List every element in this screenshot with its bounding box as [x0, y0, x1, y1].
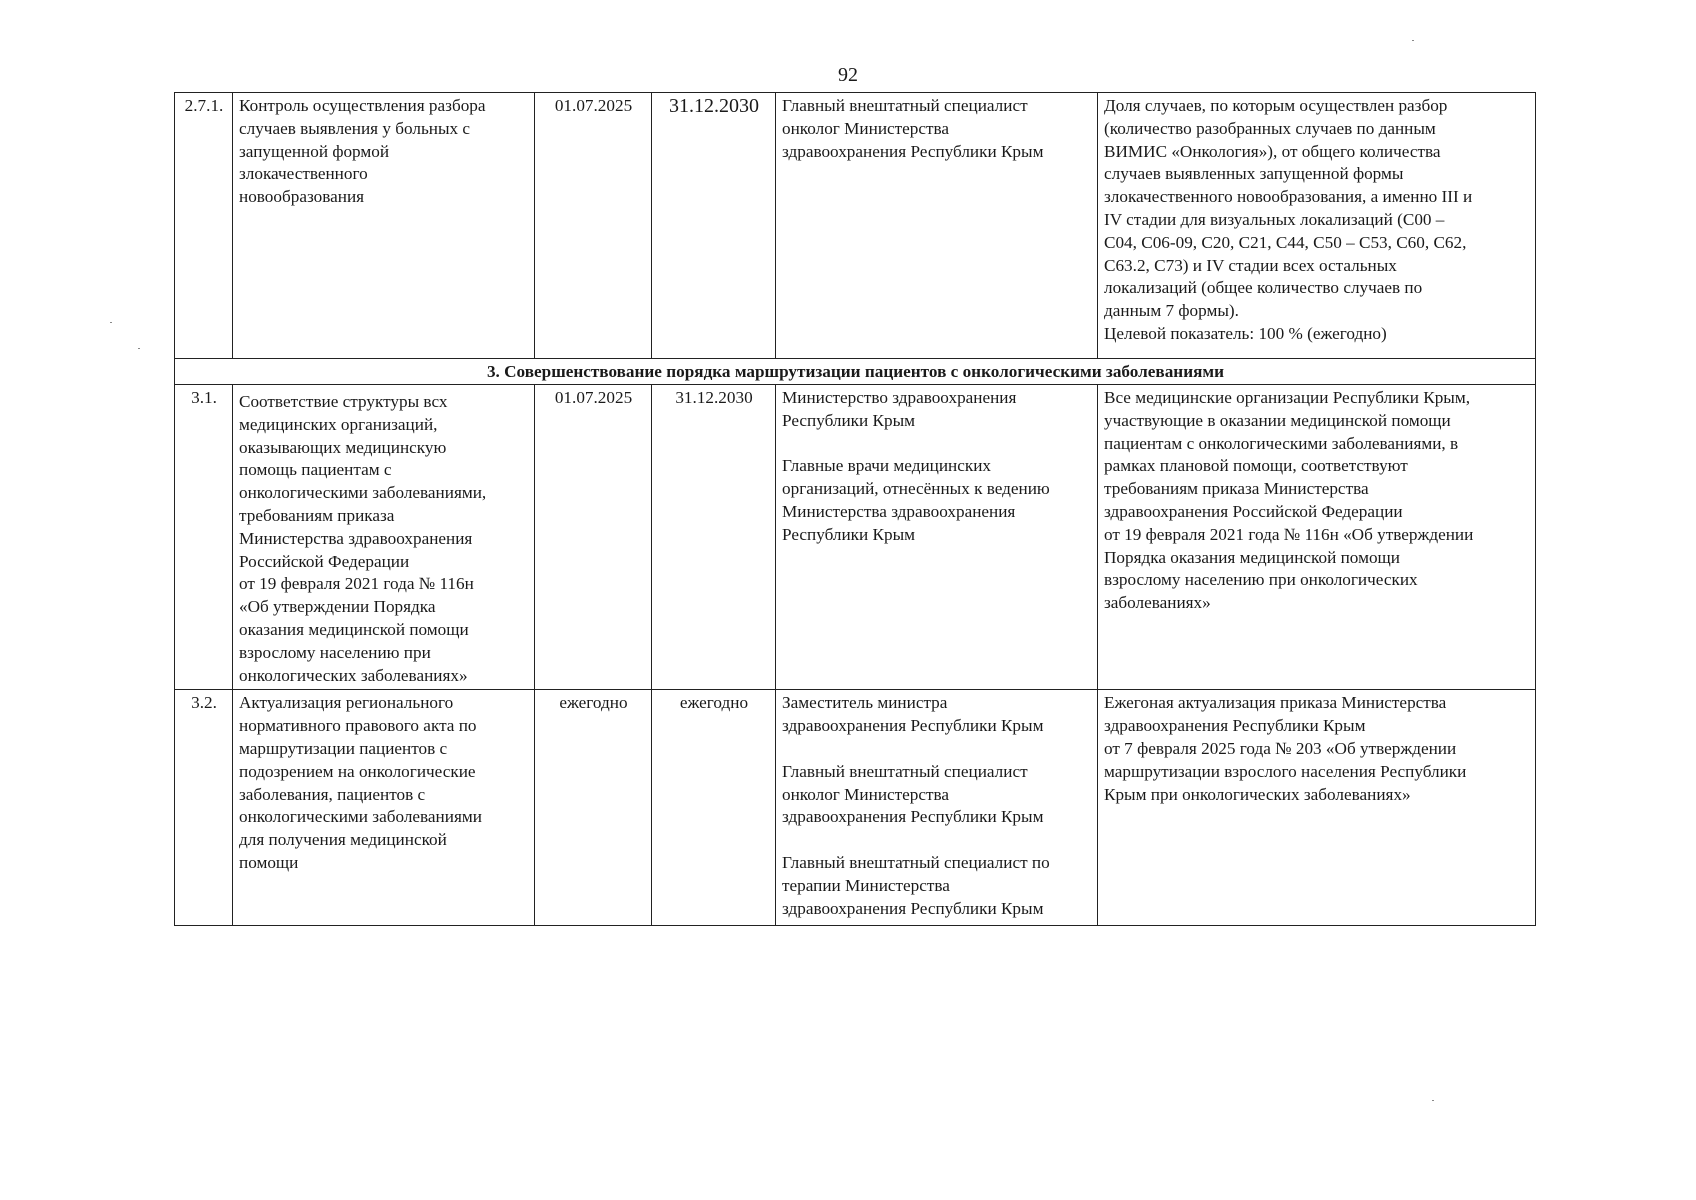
expected-result: Доля случаев, по которым осуществлен разбор (количество разобранных случаев по данным ВИМИС «Онкология»), от общего количества случаев выявленных запущенной формы злокачественного новообразования, а именно III и IV стадии для визуальных локализаций (С00 – С04, С06-09, С20, С21, С44, С50 – С53, С60, С62, С63.2, С73) и IV стадии всех остальных локализаций (общее количество случаев по данным 7 формы). Целевой показатель: 100 % (ежегодно) — [1098, 93, 1536, 359]
table-row — [175, 690, 1536, 926]
responsible-item: Главные врачи медицинских организаций, отнесённых к ведению Министерства здравоохранения Республики Крым — [782, 456, 1050, 544]
responsible-person: Главный внештатный специалист онколог Министерства здравоохранения Республики Крым — [776, 93, 1098, 359]
end-date: 31.12.2030 — [652, 385, 776, 690]
start-date: ежегодно — [535, 690, 652, 926]
section-title: 3. Совершенствование порядка маршрутизации пациентов с онкологическими заболеваниями — [175, 359, 1536, 385]
expected-result: Все медицинские организации Республики Крым, участвующие в оказании медицинской помощи пациентам с онкологическими заболеваниями, в рамках плановой помощи, соответствуют требованиям приказа Министерства здравоохранения Российской Федерации от 19 февраля 2021 года № 116н «Об утверждении Порядка оказания медицинской помощи взрослому населению при онкологических заболеваниях» — [1098, 385, 1536, 690]
row-number: 3.1. — [175, 385, 233, 690]
action-plan-table — [174, 92, 1536, 926]
scan-speck — [110, 322, 112, 323]
end-date: 31.12.2030 — [652, 93, 776, 359]
responsible-person — [776, 690, 1098, 926]
responsible-item: Главный внештатный специалист по терапии Министерства здравоохранения Республики Крым — [782, 852, 1050, 918]
responsible-item: Заместитель министра здравоохранения Республики Крым — [782, 693, 1044, 736]
responsible-person — [776, 385, 1098, 690]
row-number: 3.2. — [175, 690, 233, 926]
event-description: Актуализация регионального нормативного правового акта по маршрутизации пациентов с подозрением на онкологические заболевания, пациентов с онкологическими заболеваниями для получения медицинской помощи — [233, 690, 535, 926]
scan-speck — [1412, 40, 1414, 41]
section-row — [175, 359, 1536, 385]
scan-speck — [1432, 1100, 1434, 1101]
end-date: ежегодно — [652, 690, 776, 926]
scan-speck — [138, 348, 140, 349]
start-date: 01.07.2025 — [535, 385, 652, 690]
table-row — [175, 385, 1536, 690]
event-description: Соответствие структуры всх медицинских организаций, оказывающих медицинскую помощь пациентам с онкологическими заболеваниями, требованиям приказа Министерства здравоохранения Российской Федерации от 19 февраля 2021 года № 116н «Об утверждении Порядка оказания медицинской помощи взрослому населению при онкологических заболеваниях» — [233, 385, 535, 690]
expected-result: Ежегоная актуализация приказа Министерства здравоохранения Республики Крым от 7 февраля 2025 года № 203 «Об утверждении маршрутизации взрослого населения Республики Крым при онкологических заболеваниях» — [1098, 690, 1536, 926]
responsible-item: Главный внештатный специалист онколог Министерства здравоохранения Республики Крым — [782, 761, 1044, 827]
responsible-item: Министерство здравоохранения Республики Крым — [782, 388, 1017, 430]
table-row — [175, 93, 1536, 359]
page-number: 92 — [838, 64, 858, 86]
start-date: 01.07.2025 — [535, 93, 652, 359]
event-description: Контроль осуществления разбора случаев выявления у больных с запущенной формой злокачественного новообразования — [233, 93, 535, 359]
row-number: 2.7.1. — [175, 93, 233, 359]
